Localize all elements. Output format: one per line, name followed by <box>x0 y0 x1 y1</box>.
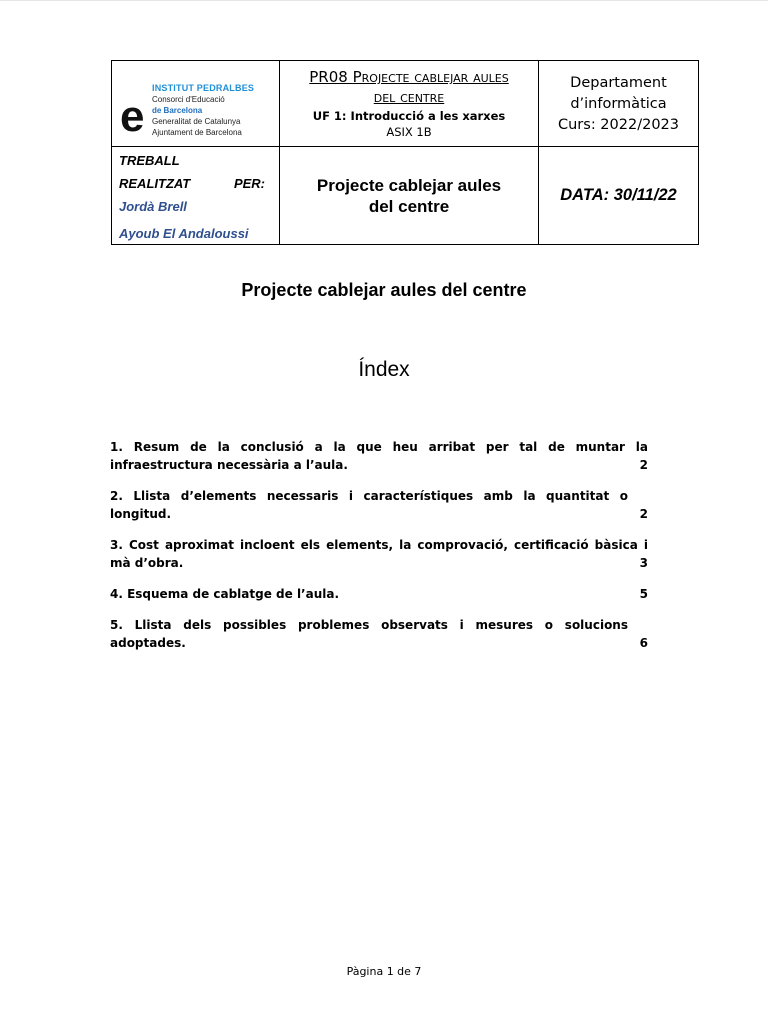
page-top-rule <box>0 0 768 1</box>
per-label: PER: <box>233 176 265 191</box>
unit-title: UF 1: Introducció a les xarxes <box>312 109 506 123</box>
toc-page-number: 3 <box>639 556 648 570</box>
realitzat-label: REALITZAT <box>119 176 191 191</box>
date-cell <box>539 147 699 245</box>
realitzat-line <box>119 176 279 191</box>
author-name: Ayoub El Andaloussi <box>119 226 249 241</box>
toc-entry-text: 4. Esquema de cablatge de l’aula. <box>110 587 340 601</box>
toc-page-number: 2 <box>639 507 648 521</box>
toc-entry-text: 1. Resum de la conclusió a la que heu arribat per tal de muntar la infraestructura necessària a l’aula. <box>110 440 648 472</box>
logo-cell <box>112 61 280 147</box>
practice-title-cell <box>280 61 539 147</box>
toc-page-number: 2 <box>639 458 648 472</box>
department-cell <box>539 61 699 147</box>
toc-page-number: 6 <box>639 636 648 650</box>
practice-title: PR08 Projecte cablejar aules del centre <box>309 68 509 106</box>
header-table <box>111 60 699 245</box>
course-year: Curs: 2022/2023 <box>557 117 679 133</box>
logo-line: Consorci d'Educació <box>152 95 225 104</box>
page-footer: Pàgina 1 de 7 <box>346 965 422 978</box>
toc-entry-text: 2. Llista d’elements necessaris i característiques amb la quantitat o longitud. <box>110 489 628 521</box>
department-subject: d’informàtica <box>570 96 667 112</box>
author-name: Jordà Brell <box>119 199 187 214</box>
group-label: ASIX 1B <box>386 125 432 139</box>
work-label: TREBALL <box>119 153 180 168</box>
toc-entry[interactable] <box>110 487 648 523</box>
toc-entry-text: 3. Cost aproximat incloent els elements, la comprovació, certificació bàsica i mà d’obra. <box>110 538 648 570</box>
toc-entry[interactable] <box>110 536 648 572</box>
document-title: Projecte cablejar aules del centre <box>241 280 527 300</box>
toc-entry-text: 5. Llista dels possibles problemes observats i mesures o solucions adoptades. <box>110 618 628 650</box>
logo-text <box>152 83 254 138</box>
logo-institute-name: INSTITUT PEDRALBES <box>152 83 255 93</box>
department-name: Departament <box>570 75 667 91</box>
logo-line: Generalitat de Catalunya <box>152 117 241 126</box>
document-date: DATA: 30/11/22 <box>560 186 677 204</box>
toc-entry[interactable] <box>110 616 648 652</box>
project-name-cell <box>280 147 539 245</box>
toc-entry[interactable] <box>110 438 648 474</box>
project-name: Projecte cablejar aules del centre <box>316 175 502 216</box>
index-heading: Índex <box>358 358 410 381</box>
logo-line: de Barcelona <box>152 106 203 115</box>
institute-logo-icon: e <box>120 92 145 141</box>
logo-line: Ajuntament de Barcelona <box>152 128 242 137</box>
table-of-contents <box>110 438 648 665</box>
toc-entry[interactable] <box>110 585 648 603</box>
toc-page-number: 5 <box>639 587 648 601</box>
authors-cell <box>112 147 280 245</box>
